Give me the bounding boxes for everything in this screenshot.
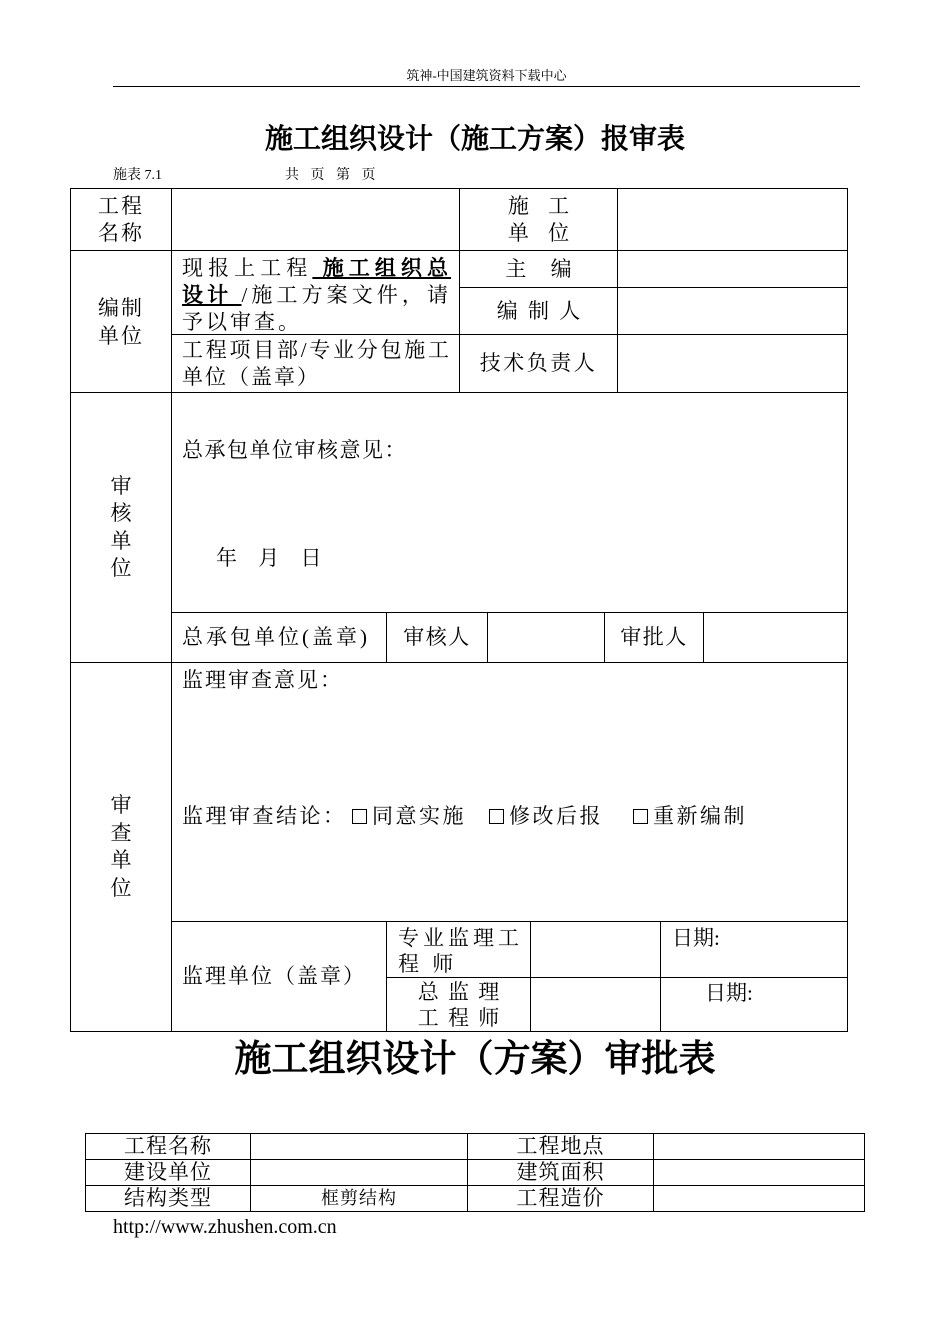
chief-engineer-label: 总 监 理 工 程 师 bbox=[417, 979, 500, 1030]
submission-suffix: /施工方案文件，请予以审查。 bbox=[182, 283, 451, 334]
dept-stamp-cell bbox=[172, 335, 460, 393]
approver-value-cell bbox=[704, 613, 848, 663]
structure-type-label: 结构类型 bbox=[124, 1186, 212, 1210]
structure-type-value: 框剪结构 bbox=[321, 1188, 397, 1208]
chief-editor-label: 主 编 bbox=[505, 256, 572, 281]
submission-document-type: 施工组织总设计 bbox=[182, 256, 451, 307]
chief-date-cell bbox=[661, 978, 848, 1032]
project-name-value-cell bbox=[172, 189, 460, 251]
approve-option-label: 同意实施 bbox=[372, 804, 466, 828]
tech-lead-value-cell bbox=[618, 335, 848, 393]
form-number: 施表 7.1 bbox=[113, 168, 162, 183]
contractor-label: 施 工 单 位 bbox=[507, 193, 570, 245]
supervision-stamp-cell bbox=[172, 922, 387, 1032]
project-name-label: 工程名称 bbox=[124, 1134, 212, 1158]
project-name-label-cell bbox=[71, 189, 172, 251]
supervision-stamp-label: 监理单位（盖章） bbox=[182, 964, 366, 988]
approver-label-cell bbox=[605, 613, 704, 663]
approver-label: 审批人 bbox=[620, 625, 688, 649]
compiler-label-cell bbox=[460, 288, 618, 335]
chief-engineer-label-cell bbox=[387, 978, 531, 1032]
gc-stamp-cell bbox=[172, 613, 387, 663]
gc-review-date: 年 月 日 bbox=[216, 546, 322, 570]
compiler-label: 编 制 人 bbox=[496, 298, 581, 323]
floor-area-label: 建筑面积 bbox=[516, 1160, 605, 1184]
chief-date-label: 日期: bbox=[705, 981, 753, 1005]
gc-review-opinion-label: 总承包单位审核意见： bbox=[182, 438, 407, 462]
conclusion-option-revise[interactable] bbox=[489, 803, 603, 830]
revise-checkbox[interactable] bbox=[489, 809, 504, 824]
dept-stamp-label: 工程项目部/专业分包施工单位（盖章） bbox=[182, 338, 451, 389]
reviewer-label-cell bbox=[387, 613, 488, 663]
specialist-engineer-label-cell bbox=[387, 922, 531, 978]
table-value-cell bbox=[654, 1134, 865, 1160]
construction-plan-review-table bbox=[70, 188, 848, 1032]
table-label-cell bbox=[86, 1160, 251, 1186]
reviewer-value-cell bbox=[488, 613, 605, 663]
reviewer-label: 审核人 bbox=[403, 625, 471, 649]
developer-label: 建设单位 bbox=[124, 1160, 212, 1184]
header-rule bbox=[113, 86, 860, 87]
inspection-unit-label: 审 查 单 位 bbox=[110, 793, 132, 900]
prep-unit-label-cell bbox=[71, 251, 172, 393]
table-label-cell bbox=[468, 1134, 654, 1160]
approve-checkbox[interactable] bbox=[352, 809, 367, 824]
chief-editor-label-cell bbox=[460, 251, 618, 288]
recompile-option-label: 重新编制 bbox=[653, 804, 747, 828]
contractor-value-cell bbox=[618, 189, 848, 251]
project-cost-label: 工程造价 bbox=[516, 1186, 605, 1210]
submission-prefix: 现报上工程 bbox=[182, 256, 313, 280]
contractor-label-cell bbox=[460, 189, 618, 251]
conclusion-option-recompile[interactable] bbox=[633, 803, 747, 830]
gc-stamp-label: 总承包单位(盖章) bbox=[182, 625, 370, 649]
site-header: 筑神-中国建筑资料下载中心 bbox=[406, 68, 567, 83]
footer-url-link[interactable]: http://www.zhushen.com.cn bbox=[113, 1216, 337, 1238]
table-label-cell bbox=[468, 1160, 654, 1186]
compiler-value-cell bbox=[618, 288, 848, 335]
prep-unit-label: 编制 单位 bbox=[98, 295, 144, 348]
supervision-opinion-label: 监理审查意见： bbox=[182, 668, 343, 692]
chief-editor-value-cell bbox=[618, 251, 848, 288]
form-title: 施工组织设计（施工方案）报审表 bbox=[264, 124, 685, 155]
inspection-unit-label-cell bbox=[71, 663, 172, 1032]
recompile-checkbox[interactable] bbox=[633, 809, 648, 824]
table-label-cell bbox=[86, 1186, 251, 1212]
table-label-cell bbox=[468, 1186, 654, 1212]
review-unit-label: 审 核 单 位 bbox=[110, 473, 132, 580]
conclusion-option-approve[interactable] bbox=[352, 803, 466, 830]
table-value-cell bbox=[251, 1186, 468, 1212]
specialist-engineer-label: 专业监理工程 师 bbox=[398, 926, 523, 976]
page-info: 共 页 第 页 bbox=[285, 168, 376, 183]
conclusion-label: 监理审查结论： bbox=[182, 804, 347, 828]
approval-info-table bbox=[85, 1133, 865, 1212]
table-value-cell bbox=[654, 1160, 865, 1186]
table-value-cell bbox=[251, 1134, 468, 1160]
supervision-opinion-cell bbox=[172, 663, 848, 922]
specialist-date-cell bbox=[661, 922, 848, 978]
submission-statement-cell bbox=[172, 251, 460, 335]
approval-form-title: 施工组织设计（方案）审批表 bbox=[234, 1039, 716, 1080]
table-value-cell bbox=[654, 1186, 865, 1212]
project-name-label: 工程 名称 bbox=[98, 193, 144, 245]
specialist-date-label: 日期: bbox=[672, 926, 720, 950]
table-label-cell bbox=[86, 1134, 251, 1160]
tech-lead-label-cell bbox=[460, 335, 618, 393]
table-value-cell bbox=[251, 1160, 468, 1186]
gc-review-opinion-cell bbox=[172, 393, 848, 613]
project-location-label: 工程地点 bbox=[516, 1134, 605, 1158]
review-unit-label-cell bbox=[71, 393, 172, 663]
tech-lead-label: 技术负责人 bbox=[479, 351, 598, 375]
specialist-engineer-value-cell bbox=[531, 922, 661, 978]
revise-option-label: 修改后报 bbox=[509, 804, 603, 828]
chief-engineer-value-cell bbox=[531, 978, 661, 1032]
